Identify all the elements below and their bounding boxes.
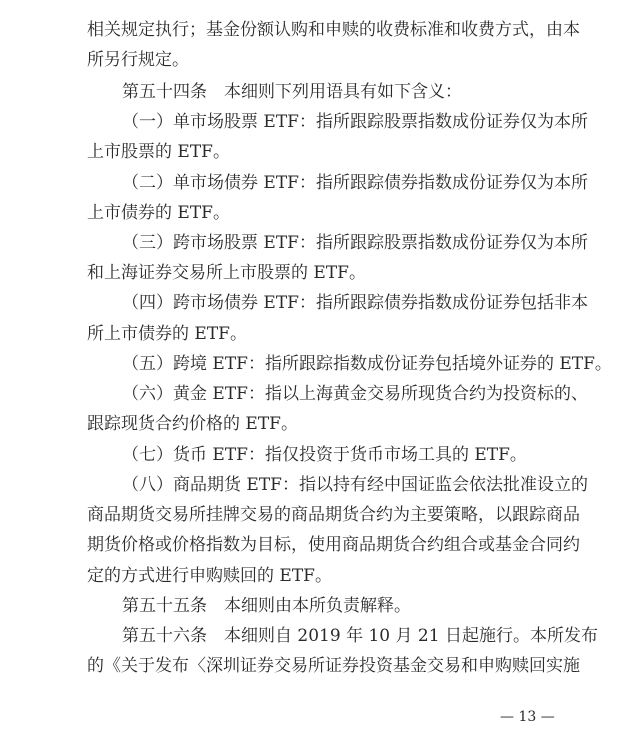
text-line: 上市债券的 ETF。 [87,203,230,223]
text-line: 的《关于发布〈深圳证券交易所证券投资基金交易和申购赎回实施 [87,656,580,676]
text-line: 商品期货交易所挂牌交易的商品期货合约为主要策略，以跟踪商品 [87,505,580,525]
text-line: （一）单市场股票 ETF：指所跟踪股票指数成份证券仅为本所 [122,112,588,132]
text-line: （七）货币 ETF：指仅投资于货币市场工具的 ETF。 [122,445,527,465]
text-line: 定的方式进行申购赎回的 ETF。 [87,566,332,586]
text-line: 期货价格或价格指数为目标，使用商品期货合约组合或基金合同约 [87,535,580,555]
text-line: 上市股票的 ETF。 [87,142,230,162]
text-line: 和上海证券交易所上市股票的 ETF。 [87,263,366,283]
text-line: 第五十六条 本细则自 2019 年 10 月 21 日起施行。本所发布 [122,626,598,646]
text-line: （二）单市场债券 ETF：指所跟踪债券指数成份证券仅为本所 [122,173,588,193]
text-line: （四）跨市场债券 ETF：指所跟踪债券指数成份证券包括非本 [122,293,588,313]
text-line: （八）商品期货 ETF：指以持有经中国证监会依法批准设立的 [122,475,588,495]
text-line: 第五十五条 本细则由本所负责解释。 [122,596,411,616]
text-line: 所上市债券的 ETF。 [87,324,247,344]
text-line: 相关规定执行；基金份额认购和申赎的收费标准和收费方式，由本 [87,20,580,40]
text-line: （三）跨市场股票 ETF：指所跟踪股票指数成份证券仅为本所 [122,233,588,253]
text-line: （五）跨境 ETF：指所跟踪指数成份证券包括境外证券的 ETF。 [122,354,612,374]
text-line: （六）黄金 ETF：指以上海黄金交易所现货合约为投资标的、 [122,384,588,404]
page-number: — 13 — [500,709,555,725]
text-line: 第五十四条 本细则下列用语具有如下含义： [122,82,462,102]
text-line: 跟踪现货合约价格的 ETF。 [87,414,298,434]
text-line: 所另行规定。 [87,50,189,70]
